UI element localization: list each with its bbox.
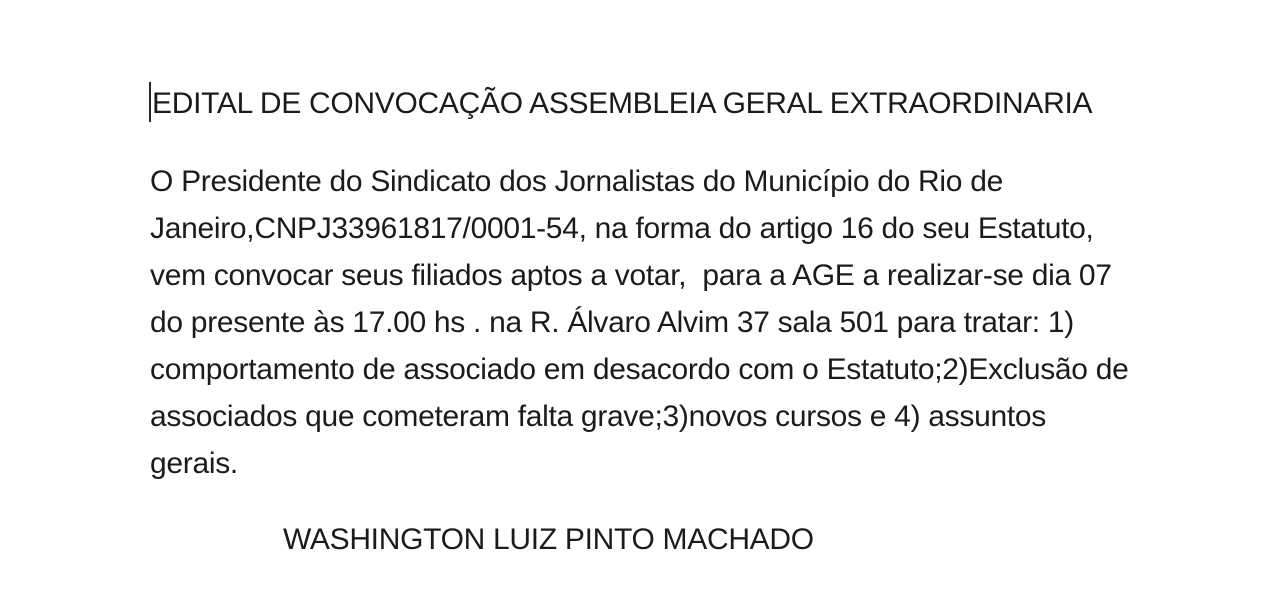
body-line: associados que cometeram falta grave;3)novos cursos e 4) assuntos xyxy=(150,400,1046,433)
body-line: vem convocar seus filiados aptos a votar, para a AGE a realizar-se dia 07 xyxy=(150,259,1112,292)
text-cursor xyxy=(149,82,151,122)
body-line: gerais. xyxy=(150,447,238,480)
body-line: Janeiro,CNPJ33961817/0001-54, na forma do artigo 16 do seu Estatuto, xyxy=(150,212,1094,245)
signature-line: WASHINGTON LUIZ PINTO MACHADO xyxy=(283,523,814,556)
body-line: do presente às 17.00 hs . na R. Álvaro Alvim 37 sala 501 para tratar: 1) xyxy=(150,306,1074,339)
document-title: EDITAL DE CONVOCAÇÃO ASSEMBLEIA GERAL EXTRAORDINARIA xyxy=(152,87,1093,120)
body-line: O Presidente do Sindicato dos Jornalistas do Município do Rio de xyxy=(150,165,1003,198)
body-line: comportamento de associado em desacordo com o Estatuto;2)Exclusão de xyxy=(150,353,1129,386)
document-body xyxy=(150,158,1128,487)
